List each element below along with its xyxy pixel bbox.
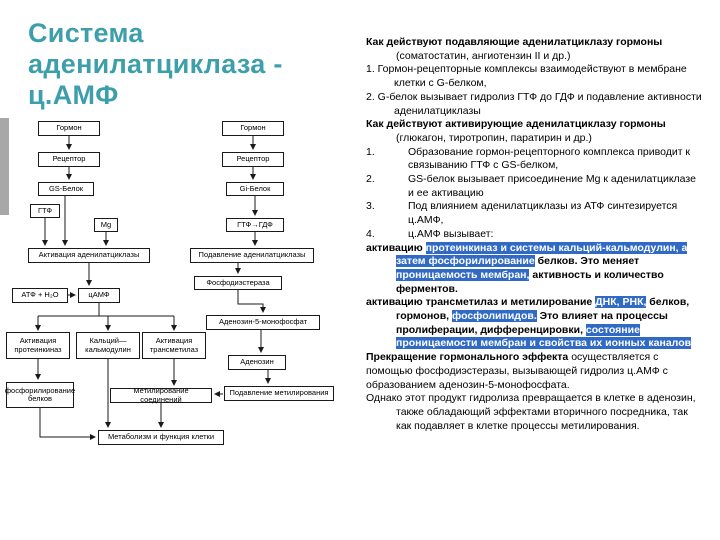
text-segment: (глюкагон, тиротропин, паратирин и др.) [396, 131, 592, 144]
node-cell-metabolism: Метаболизм и функция клетки [98, 430, 224, 445]
text-segment: Как действуют подавляющие аденилатциклазу гормоны [366, 36, 663, 48]
node-mg: Mg [94, 218, 118, 232]
node-phosphodiesterase: Фосфодиэстераза [194, 276, 282, 290]
node-compound-methylation: Метилирование соединений [110, 388, 212, 403]
node-camp: цАМФ [78, 288, 120, 303]
text-segment: осуществляется с помощью фосфодиэстеразы, вызывающей гидролиз ц.АМФ с образованием аденозин-5-монофосфата. [366, 351, 668, 391]
node-activation-adenylate-cyclase: Активация аденилатциклазы [28, 248, 150, 263]
node-suppression-adenylate-cyclase: Подавление аденилатциклазы [190, 248, 314, 263]
node-gtp: ГТФ [30, 204, 60, 218]
node-hormone-right: Гормон [222, 121, 284, 136]
node-gi-protein: Gi-Белок [226, 182, 284, 196]
node-gs-protein: GS-Белок [38, 182, 94, 196]
text-segment: 2. G-белок вызывает гидролиз ГТФ до ГДФ и подавление активности аденилатциклазы [366, 90, 702, 117]
highlighted-text: ДНК, РНК, [595, 296, 647, 309]
text-segment: 1. Гормон-рецепторные комплексы взаимодействуют в мембране клетки с G-белком, [366, 63, 687, 90]
highlighted-text: состояние проницаемости мембран и свойства их ионных каналов [396, 323, 692, 350]
node-methylation-suppression: Подавление метилирования [224, 386, 334, 401]
list-number: 3. [366, 200, 375, 213]
text-segment: ц.АМФ вызывает: [408, 227, 494, 240]
node-calcium-calmodulin: Кальций— кальмодулин [76, 332, 140, 359]
text-segment: активацию [366, 241, 426, 254]
highlighted-text: протеинкиназ и системы кальций-кальмодулин, а затем фосфорилирование [396, 241, 688, 268]
node-hormone-left: Гормон [38, 121, 100, 136]
text-segment: активность и количество ферментов. [396, 268, 664, 295]
text-segment: GS-белок вызывает присоединение Mg к аденилатциклазе и ее активацию [408, 173, 696, 199]
node-protein-phosphorylation: фосфорилирование белков [6, 382, 74, 408]
slide-title-line-1: Система [28, 18, 144, 48]
list-number: 2. [366, 173, 375, 186]
slide-title [28, 18, 358, 111]
highlighted-text: фосфолипидов. [452, 310, 537, 323]
node-activation-transmethylases: Активация трансметилаз [142, 332, 206, 359]
text-segment: Под влиянием аденилатциклазы из АТФ синтезируется ц.АМФ, [408, 200, 678, 227]
notes-paragraph [366, 118, 704, 145]
list-number: 1. [366, 145, 375, 158]
notes-paragraph [366, 200, 704, 227]
node-receptor-right: Рецептор [222, 152, 284, 167]
list-number: 4. [366, 227, 375, 240]
notes-paragraph [366, 173, 704, 200]
notes-paragraph [366, 242, 704, 297]
node-atp-h2o: АТФ + Н₂О [12, 288, 68, 303]
node-adenosine-5-monophosphate: Аденозин-5-монофосфат [206, 315, 320, 330]
text-segment: белков, гормонов, [396, 296, 690, 323]
node-gtp-gdp: ГТФ→ГДФ [226, 218, 284, 232]
text-segment: Образование гормон-рецепторного комплекса приводит к связыванию ГТФ с GS-белком, [408, 145, 691, 172]
text-segment: Как действуют активирующие аденилатциклазу гормоны [366, 118, 666, 131]
text-segment: Однако этот продукт гидролиза превращается в клетке в аденозин, также обладающий эффектами вторичного посредника, так как подавляет в клетке процессы метилирования. [366, 392, 696, 432]
text-segment: активацию трансметилаз и метилирование [366, 296, 596, 309]
notes-paragraph [366, 36, 704, 63]
notes-paragraph [366, 91, 704, 118]
text-segment: Прекращение гормонального эффекта [366, 351, 569, 364]
notes-text [366, 36, 704, 433]
node-adenosine: Аденозин [228, 355, 286, 370]
text-segment: (соматостатин, ангиотензин II и др.) [396, 49, 571, 62]
text-segment: белков. Это меняет [534, 255, 640, 268]
slide-title-line-3: ц.АМФ [28, 80, 119, 110]
notes-paragraph [366, 146, 704, 173]
notes-paragraph [366, 63, 704, 90]
slide-title-line-2: аденилатциклаза - [28, 49, 283, 79]
node-activation-protein-kinases: Активация протеинкиназ [6, 332, 70, 359]
flowchart-diagram [0, 110, 360, 540]
notes-paragraph [366, 351, 704, 392]
text-segment: Это влияет на процессы пролиферации, дифференцировки, [396, 310, 668, 336]
notes-paragraph [366, 296, 704, 351]
notes-paragraph [366, 392, 704, 433]
notes-paragraph [366, 228, 704, 242]
node-receptor-left: Рецептор [38, 152, 100, 167]
highlighted-text: проницаемость мембран, [396, 268, 530, 281]
